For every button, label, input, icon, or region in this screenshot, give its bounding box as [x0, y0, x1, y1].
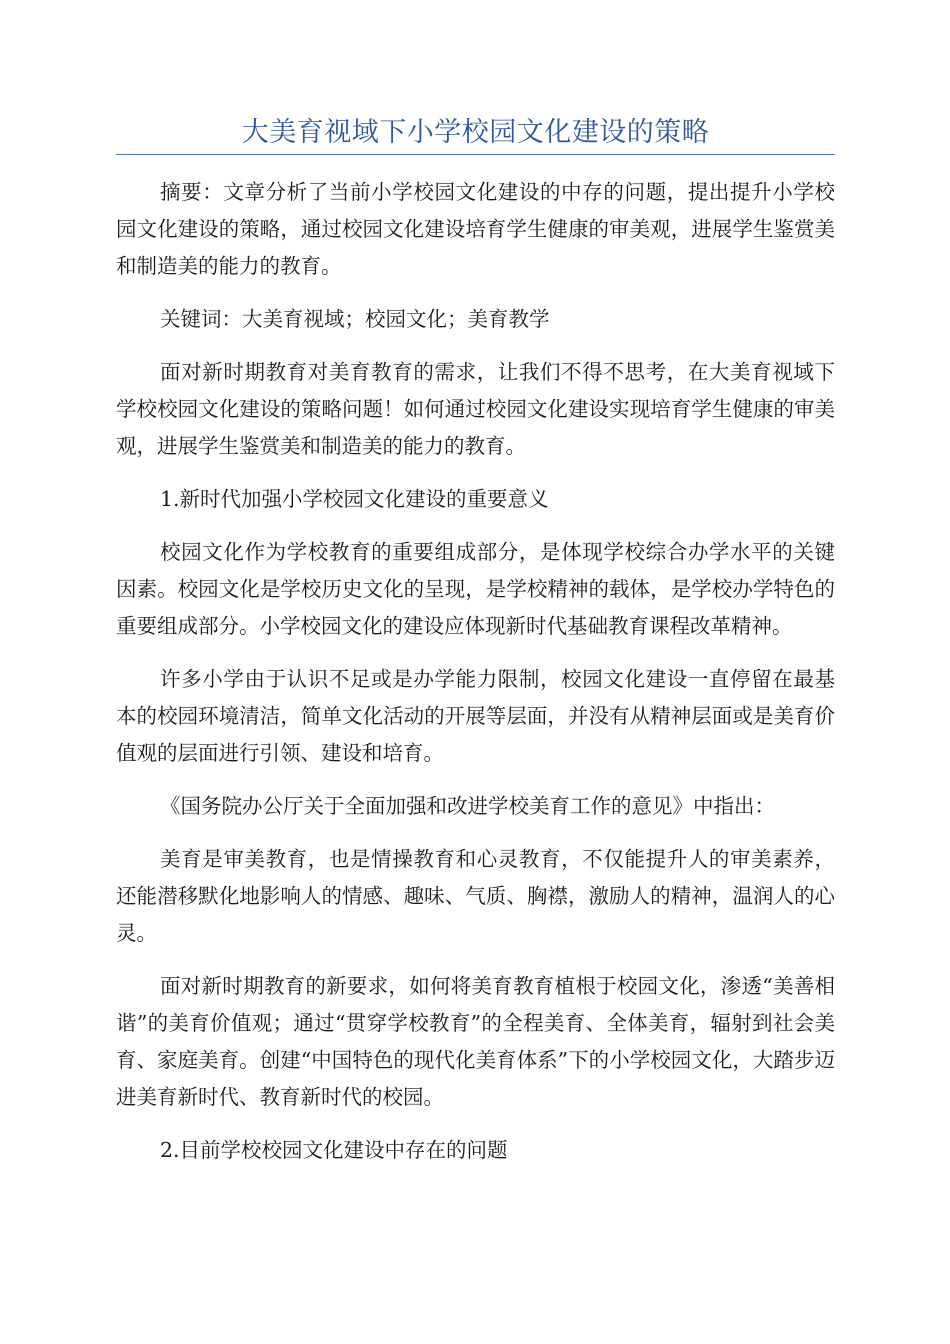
title-underline [116, 154, 835, 155]
quote-source-paragraph: 《国务院办公厅关于全面加强和改进学校美育工作的意见》中指出： [160, 794, 775, 818]
intro-paragraph: 面对新时期教育对美育教育的需求，让我们不得不思考，在大美育视域下学校校园文化建设的策略问题！如何通过校园文化建设实现培育学生健康的审美观，进展学生鉴赏美和制造美的能力的教育。 [116, 360, 835, 458]
section-heading-2: 2.目前学校校园文化建设中存在的问题 [160, 1138, 508, 1162]
body-paragraph: 许多小学由于认识不足或是办学能力限制，校园文化建设一直停留在最基本的校园环境清洁，简单文化活动的开展等层面，并没有从精神层面或是美育价值观的层面进行引领、建设和培育。 [116, 667, 835, 765]
document-title: 大美育视域下小学校园文化建设的策略 [241, 117, 710, 148]
keywords-paragraph: 关键词：大美育视域；校园文化；美育教学 [160, 307, 550, 331]
body-paragraph: 面对新时期教育的新要求，如何将美育教育植根于校园文化，渗透“美善相谐”的美育价值观；通过“贯穿学校教育”的全程美育、全体美育，辐射到社会美育、家庭美育。创建“中国特色的现代化美育体系”下的小学校园文化，大踏步迈进美育新时代、教育新时代的校园。 [116, 974, 835, 1109]
document-body [116, 174, 835, 1185]
quote-paragraph: 美育是审美教育，也是情操教育和心灵教育，不仅能提升人的审美素养，还能潜移默化地影响人的情感、趣味、气质、胸襟，激励人的精神，温润人的心灵。 [116, 847, 835, 945]
body-paragraph: 校园文化作为学校教育的重要组成部分，是体现学校综合办学水平的关键因素。校园文化是学校历史文化的呈现，是学校精神的载体，是学校办学特色的重要组成部分。小学校园文化的建设应体现新时代基础教育课程改革精神。 [116, 540, 835, 638]
abstract-paragraph: 摘要：文章分析了当前小学校园文化建设的中存的问题，提出提升小学校园文化建设的策略，通过校园文化建设培育学生健康的审美观，进展学生鉴赏美和制造美的能力的教育。 [116, 180, 835, 278]
section-heading-1: 1.新时代加强小学校园文化建设的重要意义 [160, 487, 549, 511]
